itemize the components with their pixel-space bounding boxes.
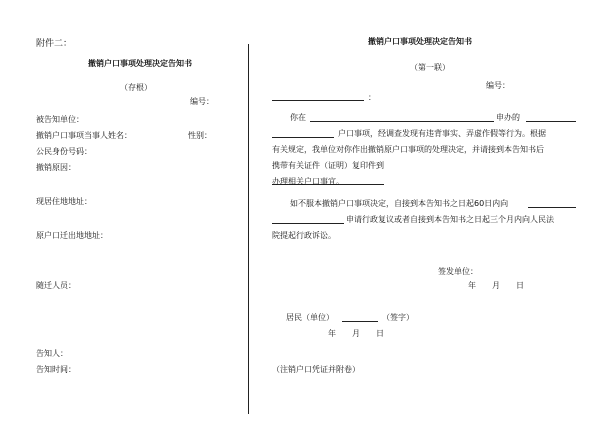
- stub-field-accompanying: 随迁人员：: [36, 281, 76, 290]
- p2-text-a: 如不服本撤销户口事项决定，自接到本告知书之日起60日内向: [290, 199, 509, 208]
- p1-blank-place: [310, 121, 494, 122]
- stub-field-party-name: 撤销户口事项当事人姓名：: [36, 131, 132, 140]
- stub-copy-label: （存根）: [120, 83, 152, 92]
- stub-field-current-address: 现居住地地址：: [36, 197, 92, 206]
- resident-date: 年 月 日: [328, 329, 384, 338]
- stub-field-gender: 性别：: [188, 131, 212, 140]
- stub-field-origin-address: 原户口迁出地地址：: [36, 231, 108, 240]
- issue-date: 年 月 日: [468, 281, 524, 290]
- stub-title: 撤销户口事项处理决定告知书: [88, 59, 192, 68]
- notice-title: 撤销户口事项处理决定告知书: [368, 37, 472, 46]
- p1-text-f: 办理相关户口事宜。: [272, 177, 344, 186]
- p1-text-c: 户口事项，经调查发现有违背事实、弄虚作假等行为。根据: [338, 129, 546, 138]
- stub-notified-time: 告知时间：: [36, 365, 76, 374]
- addressee-colon: ：: [368, 93, 376, 102]
- notice-copy-label: （第一联）: [410, 63, 450, 72]
- stub-number-label: 编号：: [190, 97, 214, 106]
- column-divider: [248, 44, 249, 414]
- notice-footnote: （注销户口凭证并附卷）: [272, 365, 360, 374]
- p1-text-d: 有关规定，我单位对你作出撤销原户口事项的处理决定，并请接到本告知书后: [272, 145, 544, 154]
- stub-notifier: 告知人：: [36, 349, 68, 358]
- p2-blank-reconsider: [272, 223, 344, 224]
- p1-text-e: 携带有关证件（证明）复印件到: [272, 161, 384, 170]
- resident-blank: [342, 321, 378, 322]
- stub-field-notified-unit: 被告知单位：: [36, 115, 84, 124]
- p1-blank-matter: [526, 121, 576, 122]
- p1-text-b: 申办的: [496, 113, 520, 122]
- p2-text-c: 院提起行政诉讼。: [272, 231, 336, 240]
- p1-text-a: 你在: [290, 113, 306, 122]
- p1-blank-type: [272, 137, 334, 138]
- p2-text-b: 申请行政复议或者自接到本告知书之日起三个月内向人民法: [346, 215, 554, 224]
- resident-label: 居民（单位）: [286, 313, 334, 322]
- p2-blank-authority: [528, 207, 576, 208]
- attachment-label: 附件二：: [36, 39, 73, 49]
- notice-number-label: 编号：: [486, 81, 510, 90]
- issuer-label: 签发单位：: [438, 267, 478, 276]
- addressee-blank: [272, 100, 364, 101]
- stub-field-id-number: 公民身份号码：: [36, 147, 92, 156]
- sign-label: （签字）: [382, 313, 414, 322]
- stub-field-reason: 撤销原因：: [36, 163, 76, 172]
